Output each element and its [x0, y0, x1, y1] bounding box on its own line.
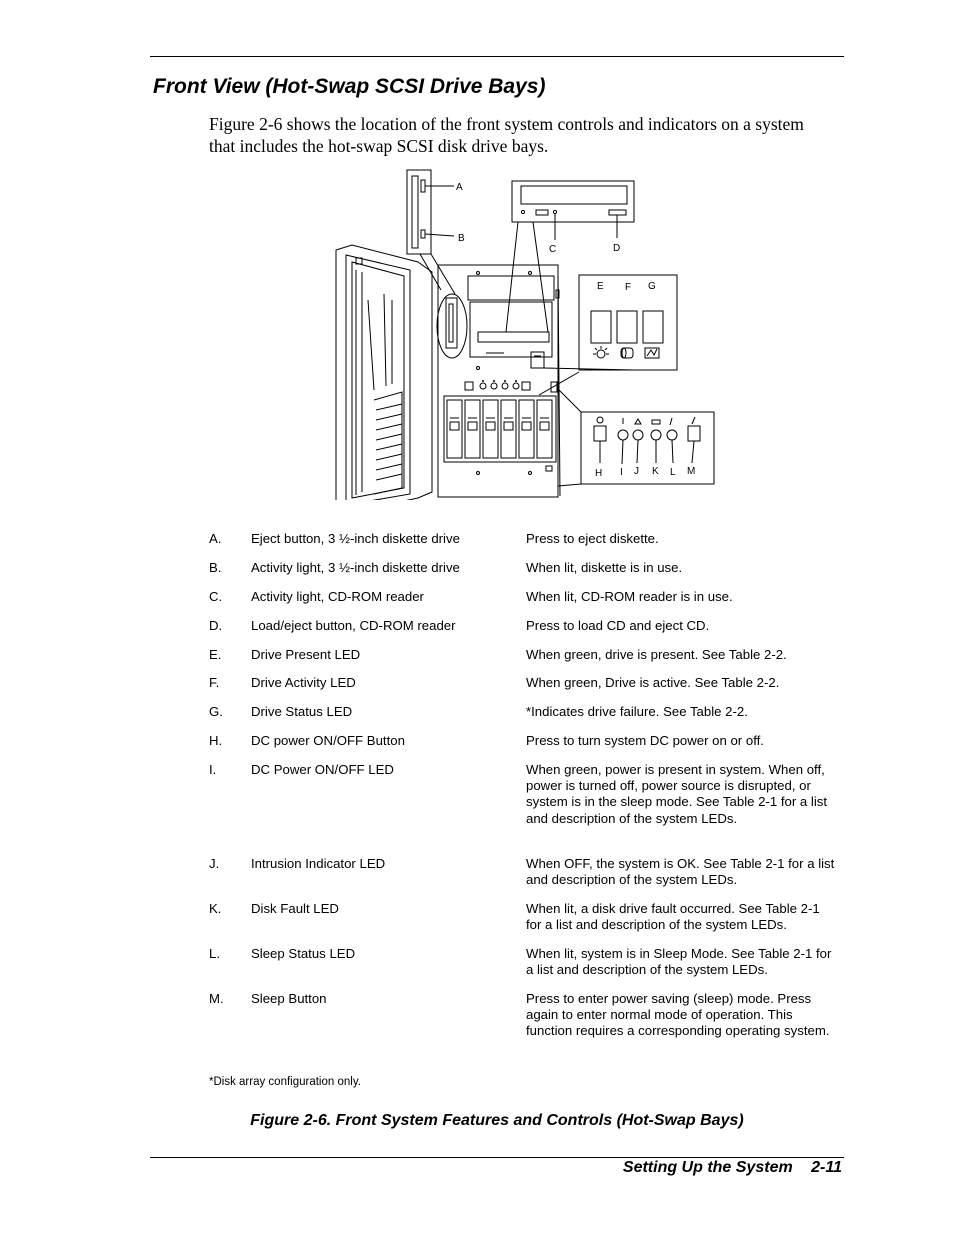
figure-label-g: G: [648, 281, 656, 292]
intro-paragraph: Figure 2-6 shows the location of the front system controls and indicators on a system that includes the hot-swap SCSI disk drive bays.: [209, 114, 804, 156]
legend-letter: J.: [209, 856, 220, 871]
legend-desc: When green, power is present in system. When off, power is turned off, power source is disrupted, or system is in the sleep mode. See Table 2-1 for a list and description of the system LEDs.: [526, 762, 828, 826]
legend-name: Drive Status LED: [251, 704, 353, 719]
legend-desc: When green, drive is present. See Table 2-2.: [526, 647, 787, 662]
figure-label-h: H: [595, 468, 603, 479]
legend-letter: G.: [209, 704, 223, 719]
legend-letter: B.: [209, 560, 222, 575]
page-number: 2-11: [811, 1159, 842, 1176]
hot-swap-bays: [444, 396, 556, 462]
legend-row: [209, 647, 849, 675]
diskette-drive-detail: [407, 170, 431, 254]
legend-row: [209, 762, 849, 856]
figure-label-k: K: [652, 466, 659, 477]
legend-letter: F.: [209, 675, 220, 690]
figure-label-f: F: [625, 282, 632, 293]
legend-desc: When lit, a disk drive fault occurred. See Table 2-1 for a list and description of the system LEDs.: [526, 901, 820, 933]
legend-name: Drive Activity LED: [251, 675, 356, 690]
legend-desc: Press to enter power saving (sleep) mode. Press again to enter normal mode of operation. This function requires a corresponding operating system.: [526, 991, 830, 1039]
cdrom-drive-detail: [512, 181, 634, 222]
legend-letter: I.: [209, 762, 217, 777]
legend-name: Activity light, CD-ROM reader: [251, 589, 424, 604]
legend-letter: L.: [209, 946, 220, 961]
legend-row: [209, 946, 849, 991]
figure-label-m: M: [687, 466, 696, 477]
figure-legend: [209, 531, 849, 1061]
legend-row: [209, 704, 849, 733]
legend-name: DC Power ON/OFF LED: [251, 762, 394, 777]
legend-desc: Press to turn system DC power on or off.: [526, 733, 764, 748]
legend-row: [209, 856, 849, 901]
front-door: [336, 245, 432, 500]
legend-name: Eject button, 3 ½-inch diskette drive: [251, 531, 460, 546]
front-view-figure: [330, 165, 720, 500]
legend-row: [209, 991, 849, 1061]
legend-row: [209, 531, 849, 560]
legend-name: Drive Present LED: [251, 647, 361, 662]
figure-label-b: B: [458, 233, 465, 244]
legend-name: Activity light, 3 ½-inch diskette drive: [251, 560, 460, 575]
page-footer: [623, 1157, 842, 1179]
legend-desc: *Indicates drive failure. See Table 2-2.: [526, 704, 748, 719]
legend-row: [209, 618, 849, 647]
legend-desc: When lit, diskette is in use.: [526, 560, 683, 575]
legend-letter: K.: [209, 901, 222, 916]
legend-letter: H.: [209, 733, 223, 748]
legend-desc: When green, Drive is active. See Table 2-2.: [526, 675, 780, 690]
figure-label-e: E: [597, 281, 604, 292]
legend-name: DC power ON/OFF Button: [251, 733, 405, 748]
legend-letter: A.: [209, 531, 222, 546]
legend-desc: Press to load CD and eject CD.: [526, 618, 710, 633]
figure-caption: Figure 2-6. Front System Features and Controls (Hot-Swap Bays): [250, 1112, 744, 1129]
figure-label-c: C: [549, 244, 557, 255]
legend-desc: When lit, CD-ROM reader is in use.: [526, 589, 733, 604]
legend-desc: When OFF, the system is OK. See Table 2-1 for a list and description of the system LEDs.: [526, 856, 835, 888]
legend-desc: When lit, system is in Sleep Mode. See Table 2-1 for a list and description of the system LEDs.: [526, 946, 832, 978]
legend-letter: C.: [209, 589, 223, 604]
legend-row: [209, 560, 849, 589]
legend-letter: D.: [209, 618, 223, 633]
section-heading: Front View (Hot-Swap SCSI Drive Bays): [153, 75, 546, 98]
legend-row: [209, 901, 849, 946]
legend-name: Disk Fault LED: [251, 901, 339, 916]
legend-name: Load/eject button, CD-ROM reader: [251, 618, 456, 633]
legend-row: [209, 675, 849, 704]
figure-label-a: A: [456, 182, 463, 193]
figure-label-j: J: [634, 466, 639, 477]
legend-desc: Press to eject diskette.: [526, 531, 659, 546]
figure-label-i: I: [620, 467, 623, 478]
legend-letter: E.: [209, 647, 222, 662]
top-rule: [150, 56, 844, 57]
figure-label-d: D: [613, 243, 621, 254]
legend-name: Sleep Button: [251, 991, 327, 1006]
legend-name: Intrusion Indicator LED: [251, 856, 386, 871]
footnote: *Disk array configuration only.: [209, 1076, 361, 1088]
legend-row: [209, 589, 849, 618]
legend-letter: M.: [209, 991, 224, 1006]
footer-section-title: Setting Up the System: [622, 1159, 793, 1176]
legend-row: [209, 733, 849, 762]
figure-label-l: L: [670, 467, 676, 478]
legend-name: Sleep Status LED: [251, 946, 356, 961]
